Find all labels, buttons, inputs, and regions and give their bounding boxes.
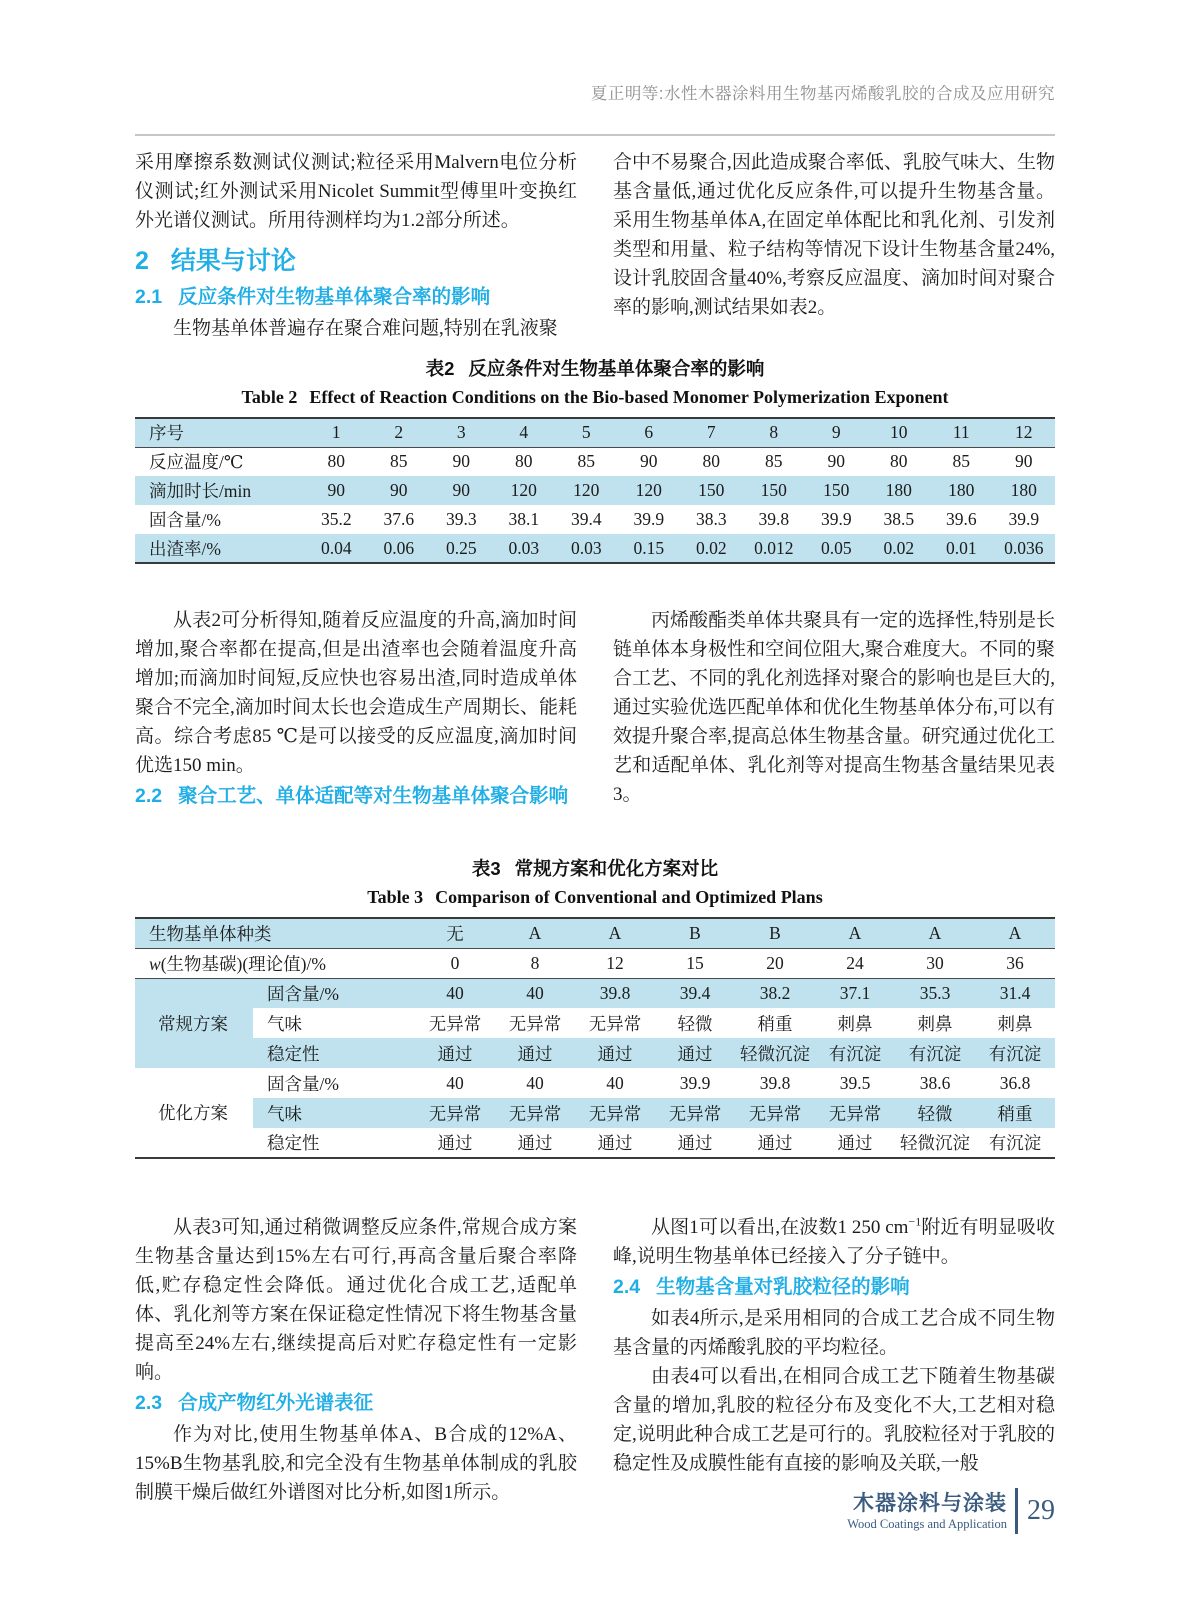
- paragraph-copolymerization: 丙烯酸酯类单体共聚具有一定的选择性,特别是长链单体本身极性和空间位阻大,聚合难度大。不同的聚合工艺、不同的乳化剂选择对聚合的影响也是巨大的,通过实验优选匹配单体和优化生物基单体分布,可以有效提升聚合率,提高总体生物基含量。研究通过优化工艺和适配单体、乳化剂等对提高生物基含量结果见表3。: [613, 610, 1055, 805]
- table-row: [135, 1038, 1055, 1068]
- table-cell: 39.9: [993, 505, 1056, 534]
- table-cell: 0.05: [805, 534, 868, 563]
- table-cell: 90: [368, 476, 431, 505]
- section-intro: [135, 148, 1055, 343]
- table-cell: 3: [430, 418, 493, 447]
- paragraph-methods-continued: 采用摩擦系数测试仪测试;粒径采用Malvern电位分析仪测试;红外测试采用Nicolet Summit型傅里叶变换红外光谱仪测试。所用待测样均为1.2部分所述。: [135, 152, 577, 231]
- table-cell: 0.15: [618, 534, 681, 563]
- group-label: 常规方案: [135, 978, 253, 1068]
- table-3: [135, 917, 1055, 1159]
- row-label: 固含量/%: [253, 978, 415, 1008]
- paragraph-t4-intro: 如表4所示,是采用相同的合成工艺合成不同生物基含量的丙烯酸乳胶的平均粒径。: [613, 1308, 1055, 1358]
- table-cell: 38.1: [493, 505, 556, 534]
- table-cell: 刺鼻: [815, 1008, 895, 1038]
- table-cell: 有沉淀: [975, 1038, 1055, 1068]
- table-cell: 0.25: [430, 534, 493, 563]
- table-3-title-en: Comparison of Conventional and Optimized Plans: [435, 887, 823, 907]
- table-row: [135, 476, 1055, 505]
- page-footer: [847, 1488, 1055, 1534]
- table-cell: 0.01: [930, 534, 993, 563]
- table-cell: 0.06: [368, 534, 431, 563]
- table-row: [135, 1128, 1055, 1158]
- table-2-caption-en: [135, 383, 1055, 411]
- section-discussion-t3: [135, 1213, 1055, 1507]
- table-2-label-en: Table 2: [241, 387, 298, 407]
- right-column: [613, 1213, 1055, 1507]
- journal-name-cn: 木器涂料与涂装: [853, 1491, 1007, 1515]
- footer-divider-bar: [1015, 1488, 1018, 1534]
- row-label: 出渣率/%: [135, 534, 305, 563]
- table-cell: 通过: [575, 1128, 655, 1158]
- table-cell: 0.03: [493, 534, 556, 563]
- table-cell: 通过: [815, 1128, 895, 1158]
- table-cell: 180: [930, 476, 993, 505]
- table-3-title-cn: 常规方案和优化方案对比: [514, 858, 719, 879]
- table-cell: 150: [680, 476, 743, 505]
- table-cell: 39.8: [735, 1068, 815, 1098]
- table-cell: 39.4: [555, 505, 618, 534]
- table-cell: 0: [415, 948, 495, 978]
- table-cell: 40: [495, 1068, 575, 1098]
- heading-title: 聚合工艺、单体适配等对生物基单体聚合影响: [178, 785, 569, 807]
- row-label: 稳定性: [253, 1038, 415, 1068]
- table-2-block: [135, 355, 1055, 564]
- table-cell: A: [495, 918, 575, 948]
- table-cell: 15: [655, 948, 735, 978]
- table-cell: 7: [680, 418, 743, 447]
- table-cell: 80: [493, 447, 556, 476]
- heading-number: 2.2: [135, 785, 163, 807]
- table-2-label-cn: 表2: [425, 358, 455, 379]
- w-row-label: w(生物基碳)(理论值)/%: [135, 948, 415, 978]
- table-cell: 10: [868, 418, 931, 447]
- table-cell: 90: [430, 447, 493, 476]
- table-cell: 8: [495, 948, 575, 978]
- fig1-text-pre: 从图1可以看出,在波数1 250 cm: [651, 1217, 909, 1238]
- table-cell: 39.6: [930, 505, 993, 534]
- table-cell: 通过: [735, 1128, 815, 1158]
- table-cell: 180: [993, 476, 1056, 505]
- table-cell: 9: [805, 418, 868, 447]
- table-2-title-en: Effect of Reaction Conditions on the Bio-based Monomer Polymerization Exponent: [309, 387, 949, 407]
- table-cell: 38.3: [680, 505, 743, 534]
- table-cell: 40: [495, 978, 575, 1008]
- heading-title: 结果与讨论: [170, 247, 296, 275]
- table-cell: 39.3: [430, 505, 493, 534]
- table-cell: 无异常: [495, 1008, 575, 1038]
- w-symbol: w: [149, 953, 161, 974]
- table-cell: 8: [743, 418, 806, 447]
- paragraph-lead: 生物基单体普遍存在聚合难问题,特别在乳液聚: [173, 318, 558, 339]
- table-cell: 35.3: [895, 978, 975, 1008]
- table-cell: 38.5: [868, 505, 931, 534]
- table-cell: 80: [680, 447, 743, 476]
- heading-number: 2: [135, 247, 149, 275]
- table-cell: 120: [555, 476, 618, 505]
- table-cell: 无异常: [575, 1098, 655, 1128]
- table-cell: 85: [930, 447, 993, 476]
- paragraph-discuss-t3: 从表3可知,通过稍微调整反应条件,常规合成方案生物基含量达到15%左右可行,再高含量后聚合率降低,贮存稳定性会降低。通过优化合成工艺,适配单体、乳化剂等方案在保证稳定性情况下将生物基含量提高至24%左右,继续提高后对贮存稳定性有一定影响。: [135, 1217, 577, 1383]
- table-cell: 无异常: [415, 1008, 495, 1038]
- table-cell: A: [575, 918, 655, 948]
- table-2: [135, 417, 1055, 564]
- left-column: [135, 606, 577, 813]
- table-cell: 轻微: [655, 1008, 735, 1038]
- table-cell: 39.4: [655, 978, 735, 1008]
- table-row: [135, 534, 1055, 563]
- table-cell: 轻微: [895, 1098, 975, 1128]
- table-cell: 6: [618, 418, 681, 447]
- paragraph-discuss-t2: 从表2可分析得知,随着反应温度的升高,滴加时间增加,聚合率都在提高,但是出渣率也会随着温度升高增加;而滴加时间短,反应快也容易出渣,同时造成单体聚合不完全,滴加时间太长也会造成生产周期长、能耗高。综合考虑85 ℃是可以接受的反应温度,滴加时间优选150 min。: [135, 610, 577, 776]
- table-cell: 36.8: [975, 1068, 1055, 1098]
- table-cell: 2: [368, 418, 431, 447]
- heading-number: 2.3: [135, 1392, 163, 1414]
- section-heading-2-3: [135, 1389, 577, 1418]
- table-cell: 39.9: [618, 505, 681, 534]
- table-cell: 39.5: [815, 1068, 895, 1098]
- table-cell: 80: [305, 447, 368, 476]
- table-cell: B: [655, 918, 735, 948]
- row-label: 稳定性: [253, 1128, 415, 1158]
- table-cell: 1: [305, 418, 368, 447]
- table-cell: 39.8: [575, 978, 655, 1008]
- table-3-label-cn: 表3: [471, 858, 501, 879]
- table-cell: A: [895, 918, 975, 948]
- table-cell: 轻微沉淀: [895, 1128, 975, 1158]
- header-row-label: 生物基单体种类: [135, 918, 415, 948]
- table-cell: 90: [618, 447, 681, 476]
- paragraph-t4-discussion: 由表4可以看出,在相同合成工艺下随着生物基碳含量的增加,乳胶的粒径分布及变化不大,工艺相对稳定,说明此种合成工艺是可行的。乳胶粒径对于乳胶的稳定性及成膜性能有直接的影响及关联,一般: [613, 1366, 1055, 1474]
- table-cell: 85: [368, 447, 431, 476]
- table-cell: 30: [895, 948, 975, 978]
- heading-title: 生物基含量对乳胶粒径的影响: [656, 1276, 910, 1298]
- table-cell: 12: [993, 418, 1056, 447]
- table-cell: 39.9: [655, 1068, 735, 1098]
- table-cell: 38.6: [895, 1068, 975, 1098]
- table-cell: 无异常: [415, 1098, 495, 1128]
- heading-title: 合成产物红外光谱表征: [178, 1392, 374, 1414]
- section-heading-2-2: [135, 782, 577, 811]
- table-3-block: [135, 855, 1055, 1159]
- table-cell: 通过: [415, 1038, 495, 1068]
- table-cell: 有沉淀: [815, 1038, 895, 1068]
- right-column: [613, 148, 1055, 343]
- table-cell: 无异常: [735, 1098, 815, 1128]
- table-cell: 通过: [655, 1128, 735, 1158]
- paragraph-ir-comparison: 作为对比,使用生物基单体A、B合成的12%A、15%B生物基乳胶,和完全没有生物基单体制成的乳胶制膜干燥后做红外谱图对比分析,如图1所示。: [135, 1424, 577, 1503]
- table-row: [135, 505, 1055, 534]
- row-label: 固含量/%: [253, 1068, 415, 1098]
- left-column: [135, 148, 577, 343]
- table-cell: A: [815, 918, 895, 948]
- table-row: [135, 978, 1055, 1008]
- journal-name: [847, 1491, 1007, 1532]
- table-cell: 39.9: [805, 505, 868, 534]
- table-cell: 36: [975, 948, 1055, 978]
- table-cell: 0.02: [868, 534, 931, 563]
- table-cell: 无异常: [815, 1098, 895, 1128]
- table-cell: 11: [930, 418, 993, 447]
- table-cell: 0.03: [555, 534, 618, 563]
- table-cell: 通过: [495, 1128, 575, 1158]
- table-cell: 90: [805, 447, 868, 476]
- left-column: [135, 1213, 577, 1507]
- table-cell: 0.02: [680, 534, 743, 563]
- section-heading-2-4: [613, 1273, 1055, 1302]
- right-column: [613, 606, 1055, 813]
- fig1-text-post: 附近有明显吸收峰,说明生物基单体已经接入了分子链中。: [613, 1217, 1055, 1267]
- table-3-label-en: Table 3: [367, 887, 424, 907]
- row-label: 气味: [253, 1008, 415, 1038]
- table-cell: 85: [555, 447, 618, 476]
- table-cell: 12: [575, 948, 655, 978]
- table-cell: A: [975, 918, 1055, 948]
- table-cell: 150: [743, 476, 806, 505]
- table-cell: 无: [415, 918, 495, 948]
- table-cell: 40: [415, 1068, 495, 1098]
- table-cell: 5: [555, 418, 618, 447]
- table-row: [135, 418, 1055, 447]
- table-cell: 通过: [495, 1038, 575, 1068]
- table-3-caption-cn: [135, 855, 1055, 883]
- superscript-minus-1: −1: [908, 1214, 922, 1229]
- table-cell: 通过: [655, 1038, 735, 1068]
- table-row: [135, 918, 1055, 948]
- table-cell: 0.012: [743, 534, 806, 563]
- heading-number: 2.4: [613, 1276, 641, 1298]
- table-cell: 通过: [575, 1038, 655, 1068]
- table-cell: 39.8: [743, 505, 806, 534]
- table-cell: 轻微沉淀: [735, 1038, 815, 1068]
- table-row: [135, 1068, 1055, 1098]
- table-cell: 无异常: [655, 1098, 735, 1128]
- heading-number: 2.1: [135, 286, 163, 308]
- page-number: 29: [1027, 1495, 1055, 1526]
- paragraph-intro-right: 合中不易聚合,因此造成聚合率低、乳胶气味大、生物基含量低,通过优化反应条件,可以提升生物基含量。采用生物基单体A,在固定单体配比和乳化剂、引发剂类型和用量、粒子结构等情况下设计生物基含量24%,设计乳胶固含量40%,考察反应温度、滴加时间对聚合率的影响,测试结果如表2。: [613, 152, 1055, 318]
- table-cell: 有沉淀: [895, 1038, 975, 1068]
- table-cell: 通过: [415, 1128, 495, 1158]
- table-cell: 37.1: [815, 978, 895, 1008]
- section-heading-2-1: [135, 283, 577, 312]
- table-cell: 38.2: [735, 978, 815, 1008]
- table-cell: 24: [815, 948, 895, 978]
- table-cell: 无异常: [495, 1098, 575, 1128]
- table-cell: 20: [735, 948, 815, 978]
- table-cell: 40: [415, 978, 495, 1008]
- table-cell: B: [735, 918, 815, 948]
- table-cell: 35.2: [305, 505, 368, 534]
- row-label: 反应温度/℃: [135, 447, 305, 476]
- table-row: [135, 447, 1055, 476]
- journal-name-en: Wood Coatings and Application: [847, 1516, 1007, 1531]
- table-cell: 有沉淀: [975, 1128, 1055, 1158]
- row-label: 气味: [253, 1098, 415, 1128]
- row-label: 滴加时长/min: [135, 476, 305, 505]
- table-3-caption-en: [135, 883, 1055, 911]
- table-row: [135, 1008, 1055, 1038]
- table-cell: 刺鼻: [895, 1008, 975, 1038]
- table-2-title-cn: 反应条件对生物基单体聚合率的影响: [468, 358, 765, 379]
- table-cell: 4: [493, 418, 556, 447]
- table-cell: 150: [805, 476, 868, 505]
- table-cell: 40: [575, 1068, 655, 1098]
- table-cell: 90: [430, 476, 493, 505]
- table-cell: 稍重: [735, 1008, 815, 1038]
- table-cell: 120: [618, 476, 681, 505]
- table-cell: 120: [493, 476, 556, 505]
- paragraph-fig1: [613, 1213, 1055, 1271]
- table-cell: 90: [305, 476, 368, 505]
- table-cell: 180: [868, 476, 931, 505]
- table-row: [135, 1098, 1055, 1128]
- table-2-caption-cn: [135, 355, 1055, 383]
- table-cell: 90: [993, 447, 1056, 476]
- table-cell: 37.6: [368, 505, 431, 534]
- table-cell: 稍重: [975, 1098, 1055, 1128]
- row-label: 序号: [135, 418, 305, 447]
- table-cell: 刺鼻: [975, 1008, 1055, 1038]
- table-cell: 0.04: [305, 534, 368, 563]
- running-head-title: 夏正明等:水性木器涂料用生物基丙烯酸乳胶的合成及应用研究: [135, 80, 1055, 136]
- table-cell: 无异常: [575, 1008, 655, 1038]
- heading-title: 反应条件对生物基单体聚合率的影响: [178, 286, 491, 308]
- table-cell: 31.4: [975, 978, 1055, 1008]
- table-row: [135, 948, 1055, 978]
- section-heading-2: [135, 245, 577, 277]
- table-cell: 85: [743, 447, 806, 476]
- section-discussion-t2: [135, 606, 1055, 813]
- row-label: 固含量/%: [135, 505, 305, 534]
- table-cell: 80: [868, 447, 931, 476]
- table-cell: 0.036: [993, 534, 1056, 563]
- group-label: 优化方案: [135, 1068, 253, 1158]
